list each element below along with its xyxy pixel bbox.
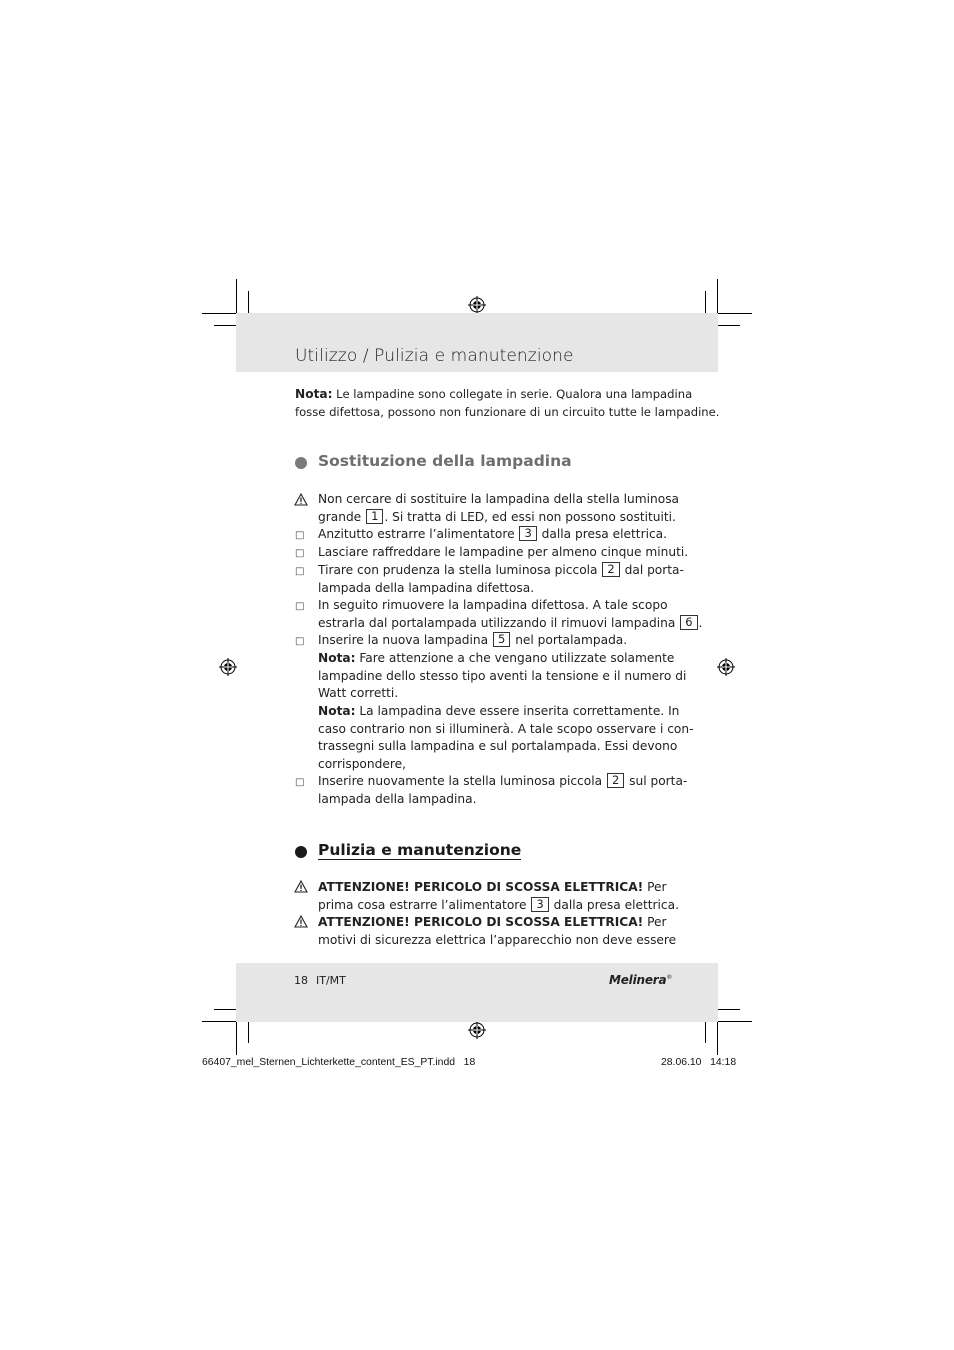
note-label: Nota: <box>295 387 333 401</box>
note-block: Nota: Fare attenzione a che vengano utilizzate solamente lampadine dello stesso tipo aventi la tensione e il numero di Watt corretti. <box>318 651 687 701</box>
crop-mark <box>248 1021 249 1043</box>
section-heading: Sostituzione della lampadina <box>318 452 572 470</box>
print-slug-file: 66407_mel_Sternen_Lichterkette_content_ES_PT.indd 18 <box>202 1057 476 1068</box>
list-item: Inserire nuovamente la stella luminosa piccola 2 sul porta- lampada della lampadina. <box>318 773 688 806</box>
registration-mark-icon <box>717 658 735 676</box>
list-item: Inserire la nuova lampadina 5 nel portalampada. <box>318 632 628 647</box>
warning-triangle-icon <box>294 880 308 893</box>
crop-mark <box>718 313 752 314</box>
crop-mark <box>718 1009 740 1010</box>
note-label: Nota: <box>318 651 356 665</box>
crop-mark <box>705 291 706 313</box>
warning-text: ATTENZIONE! PERICOLO DI SCOSSA ELETTRICA! Per prima cosa estrarre l’alimentatore 3 dalla presa elettrica. <box>318 880 679 912</box>
checkbox-bullet-icon: □ <box>295 636 305 647</box>
part-ref: 3 <box>519 526 536 541</box>
checkbox-bullet-icon: □ <box>295 566 305 577</box>
warning-text: ATTENZIONE! PERICOLO DI SCOSSA ELETTRICA! Per motivi di sicurezza elettrica l’apparecchio non deve essere <box>318 915 677 947</box>
crop-mark <box>718 1021 752 1022</box>
list-item: Anzitutto estrarre l’alimentatore 3 dalla presa elettrica. <box>318 526 668 541</box>
page-number: 18 <box>294 974 308 987</box>
crop-mark <box>214 325 236 326</box>
checkbox-bullet-icon: □ <box>295 530 305 541</box>
registration-mark-icon <box>468 1021 486 1039</box>
print-slug-datetime: 28.06.10 14:18 <box>661 1057 737 1068</box>
intro-note: Nota: Le lampadine sono collegate in serie. Qualora una lampadina fosse difettosa, possono non funzionare di un circuito tutte le lampadine. <box>295 387 720 419</box>
part-ref: 5 <box>493 632 510 647</box>
language-code: IT/MT <box>316 974 346 987</box>
checkbox-bullet-icon: □ <box>295 601 305 612</box>
registration-mark-icon <box>219 658 237 676</box>
crop-mark <box>214 1009 236 1010</box>
list-item: Tirare con prudenza la stella luminosa piccola 2 dal porta- lampada della lampadina difettosa. <box>318 562 684 595</box>
section-bullet-icon <box>295 457 307 469</box>
registration-mark-icon <box>468 296 486 314</box>
brand-logo: Melinera® <box>609 973 673 987</box>
warning-triangle-icon <box>294 915 308 928</box>
part-ref: 6 <box>680 615 697 630</box>
checkbox-bullet-icon: □ <box>295 777 305 788</box>
note-block: Nota: La lampadina deve essere inserita correttamente. In caso contrario non si illuminerà. A tale scopo osservare i con- trassegni sulla lampadina e sul portalampada. Essi devono corrispondere, <box>318 704 694 771</box>
note-label: Nota: <box>318 704 356 718</box>
footer-band <box>236 963 718 1022</box>
part-ref: 1 <box>366 509 383 524</box>
warning-text: Non cercare di sostituire la lampadina della stella luminosa grande 1 . Si tratta di LED, ed essi non possono sostituiti. <box>318 492 680 524</box>
crop-mark <box>202 313 236 314</box>
section-bullet-icon <box>295 846 307 858</box>
section-heading: Pulizia e manutenzione <box>318 841 522 859</box>
crop-mark <box>202 1021 236 1022</box>
warning-triangle-icon <box>294 493 308 506</box>
list-item: Lasciare raffreddare le lampadine per almeno cinque minuti. <box>318 545 689 559</box>
part-ref: 2 <box>607 773 624 788</box>
crop-mark <box>705 1021 706 1043</box>
crop-mark <box>248 291 249 313</box>
crop-mark <box>718 325 740 326</box>
page-title: Utilizzo / Pulizia e manutenzione <box>295 346 574 366</box>
checkbox-bullet-icon: □ <box>295 548 305 559</box>
part-ref: 2 <box>602 562 619 577</box>
part-ref: 3 <box>531 897 548 912</box>
list-item: In seguito rimuovere la lampadina difettosa. A tale scopo estrarla dal portalampada utilizzando il rimuovi lampadina 6 . <box>318 598 703 630</box>
